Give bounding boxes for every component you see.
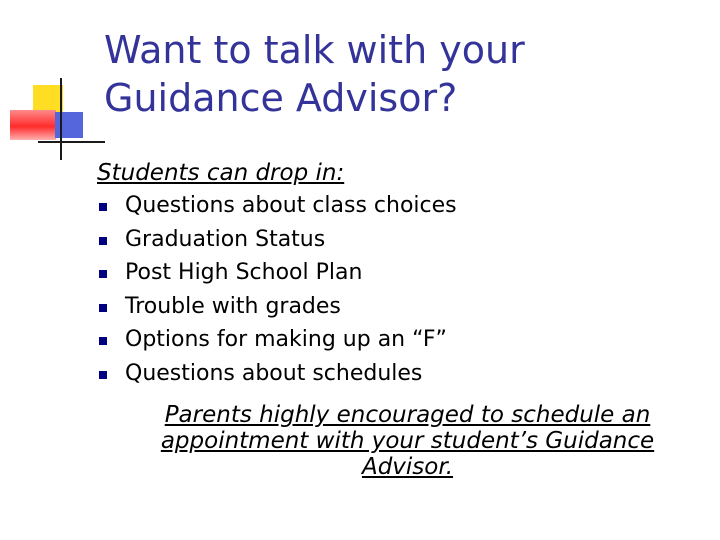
bullet-list [97,189,457,390]
ornament-vertical-line [60,78,62,160]
square-bullet-icon [99,237,107,245]
bullet-item [97,223,457,257]
intro-text: Students can drop in: [97,160,345,186]
bullet-text: Options for making up an “F” [125,327,447,352]
bullet-item [97,290,457,324]
ornament-horizontal-line [38,141,105,143]
ornament-red-square [10,110,56,140]
corner-ornament [0,0,110,170]
slide-title [104,26,704,122]
bullet-text: Questions about class choices [125,193,457,218]
parent-note-line-1: Parents highly encouraged to schedule an [164,402,651,428]
bullet-item [97,357,457,391]
parent-note [130,402,685,480]
bullet-item [97,256,457,290]
bullet-text: Post High School Plan [125,260,363,285]
parent-note-line-3: Advisor. [361,454,454,480]
bullet-text: Trouble with grades [125,293,341,319]
bullet-item [97,323,457,357]
bullet-text: Graduation Status [125,226,326,252]
square-bullet-icon [99,337,107,345]
square-bullet-icon [99,203,107,211]
bullet-item [97,189,457,223]
parent-note-line-2: appointment with your student’s Guidance [160,428,655,454]
slide-title-line-2: Guidance Advisor? [104,76,458,120]
slide-title-line-1: Want to talk with your [104,28,525,72]
square-bullet-icon [99,304,107,312]
square-bullet-icon [99,371,107,379]
bullet-text: Questions about schedules [125,360,423,386]
square-bullet-icon [99,270,107,278]
